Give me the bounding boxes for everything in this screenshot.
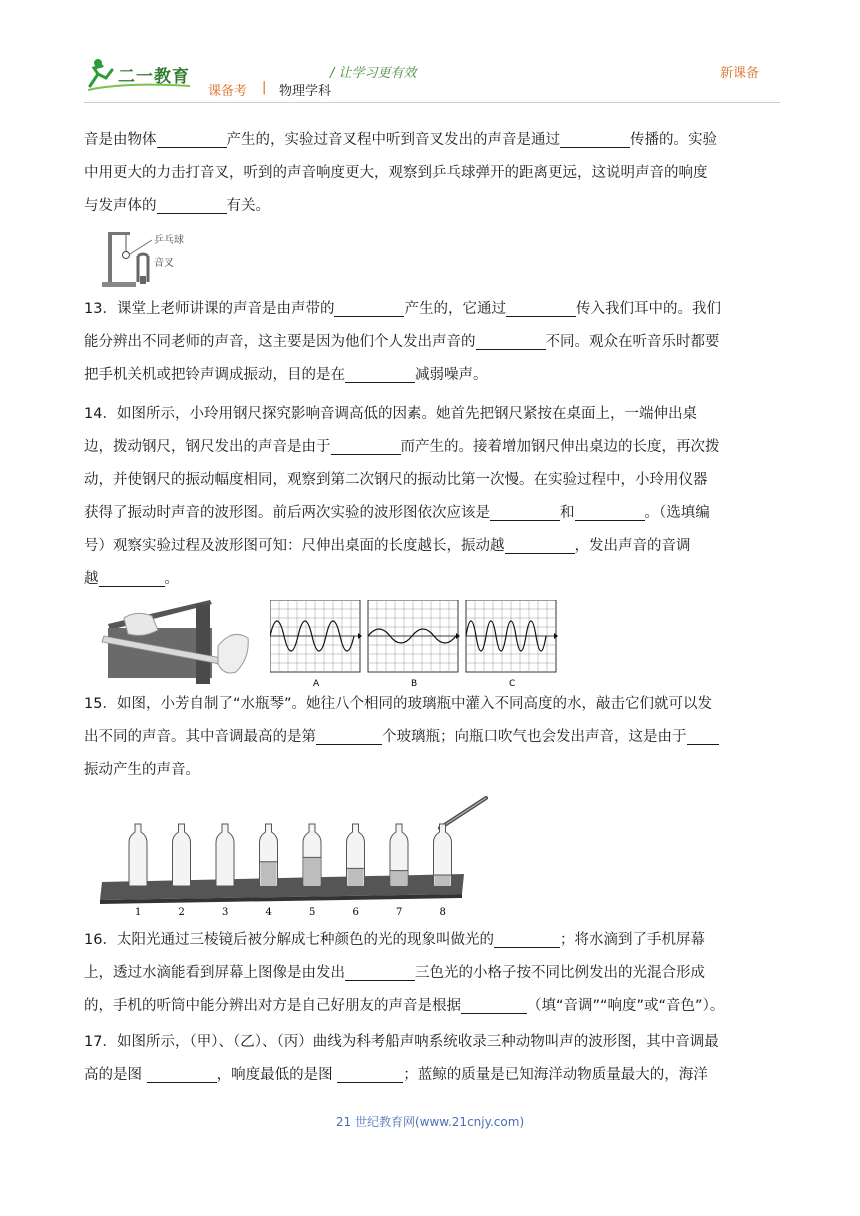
bottle-6	[347, 824, 365, 918]
water-level	[261, 862, 277, 886]
question-12: 音是由物体 产生的，实验过音叉程中听到音叉发出的声音是通过 传播的。实验 中用更大的力击打音叉，听到的声音响度更大，观察到乒乓球弹开的距离更远，这说明声音的响度 与发声体的 有关。	[84, 124, 784, 223]
header-separator: |	[262, 80, 267, 95]
bottle-2	[173, 824, 191, 918]
bottle-label: 2	[178, 907, 185, 918]
header-left-label: 课备考	[208, 84, 248, 99]
waveform-charts	[270, 600, 560, 692]
answer-blank[interactable]	[331, 436, 401, 455]
water-bottle-figure	[100, 794, 490, 918]
figure-label-ball: 乒乓球	[154, 235, 184, 246]
page-header	[0, 0, 860, 110]
bottle-7	[390, 824, 408, 918]
bottle-label: 5	[309, 907, 316, 918]
bottle-4	[260, 824, 278, 918]
question-17: 17．如图所示，（甲）、（乙）、（丙）曲线为科考船声呐系统收录三种动物叫声的波形图，其中音调最 高的是图 ，响度最低的是图 ；蓝鲸的质量是已知海洋动物质量最大的，海洋	[84, 1034, 719, 1083]
bottle-label: 7	[396, 907, 403, 918]
waveform-c	[466, 600, 558, 689]
answer-blank[interactable]	[147, 1064, 217, 1083]
question-16: 16．太阳光通过三棱镜后被分解成七种颜色的光的现象叫做光的 ；将水滴到了手机屏幕 上，透过水滴能看到屏幕上图像是由发出 三色光的小格子按不同比例发出的光混合形成 的，手机的听筒中能分辨出对方是自己好朋友的声音是根据 （填“音调”“响度”或“音色”）。	[84, 924, 784, 1023]
answer-blank[interactable]	[316, 726, 382, 745]
header-divider	[84, 102, 780, 103]
answer-blank[interactable]	[345, 364, 415, 383]
answer-blank[interactable]	[476, 331, 546, 350]
waveform-label-c: C	[509, 679, 516, 689]
waveform-label-b: B	[411, 679, 418, 689]
answer-blank[interactable]	[494, 929, 560, 948]
bottle-5	[303, 824, 321, 918]
answer-blank[interactable]	[157, 195, 227, 214]
bottle-label: 6	[352, 907, 359, 918]
bottle-label: 1	[135, 907, 142, 918]
water-level	[348, 868, 364, 886]
figure-label-fork: 音叉	[154, 258, 174, 269]
answer-blank[interactable]	[506, 298, 576, 317]
answer-blank[interactable]	[505, 535, 575, 554]
header-subject: 物理学科	[279, 84, 332, 99]
bottle-label: 3	[222, 907, 229, 918]
answer-blank[interactable]	[99, 568, 165, 587]
answer-blank[interactable]	[337, 1064, 403, 1083]
bottle-1	[129, 824, 147, 918]
answer-blank[interactable]	[687, 726, 719, 745]
answer-blank[interactable]	[560, 129, 630, 148]
answer-blank[interactable]	[490, 502, 560, 521]
waveform-b	[368, 600, 460, 689]
water-level	[304, 857, 320, 886]
answer-blank[interactable]	[575, 502, 645, 521]
water-level	[391, 871, 407, 886]
waveform-label-a: A	[313, 679, 320, 689]
bottle-label: 4	[265, 907, 272, 918]
bottle-3	[216, 824, 234, 918]
answer-blank[interactable]	[157, 129, 227, 148]
answer-blank[interactable]	[334, 298, 404, 317]
question-14: 14．如图所示，小玲用钢尺探究影响音调高低的因素。她首先把钢尺紧按在桌面上，一端伸出桌 边，拨动钢尺，钢尺发出的声音是由于 而产生的。接着增加钢尺伸出桌边的长度，再次拨 动，并使钢尺的振动幅度相同，观察到第二次钢尺的振动比第一次慢。在实验过程中，小玲用仪器 获得了振动时声音的波形图。前后两次实验的波形图依次应该是 和 。（选填编 号）观察实验过程及波形图可知：尺伸出桌面的长度越长，振动越 ，发出声音的音调 越 。	[84, 406, 720, 587]
answer-blank[interactable]	[345, 962, 415, 981]
header-slogan: / 让学习更有效	[330, 66, 417, 81]
tuning-fork-figure	[100, 226, 200, 288]
logo-text: 二一教育	[118, 67, 190, 87]
water-level	[435, 875, 451, 886]
bottle-label: 8	[439, 907, 446, 918]
header-new-course: 新课备	[720, 66, 760, 81]
question-15: 15．如图，小芳自制了“水瓶琴”。她往八个相同的玻璃瓶中灌入不同高度的水，敲击它们就可以发 出不同的声音。其中音调最高的是第 个玻璃瓶；向瓶口吹气也会发出声音，这是由于 振动产生的声音。	[84, 688, 784, 787]
answer-blank[interactable]	[461, 995, 527, 1014]
page-footer: 21 世纪教育网(www.21cnjy.com)	[335, 1115, 525, 1129]
question-13: 13．课堂上老师讲课的声音是由声带的 产生的，它通过 传入我们耳中的。我们 能分辨出不同老师的声音，这主要是因为他们个人发出声音的 不同。观众在听音乐时都要 把手机关机或把铃声调成振动，目的是在 减弱噪声。	[84, 293, 784, 392]
bottle-8	[434, 824, 452, 918]
waveform-a	[270, 600, 362, 689]
